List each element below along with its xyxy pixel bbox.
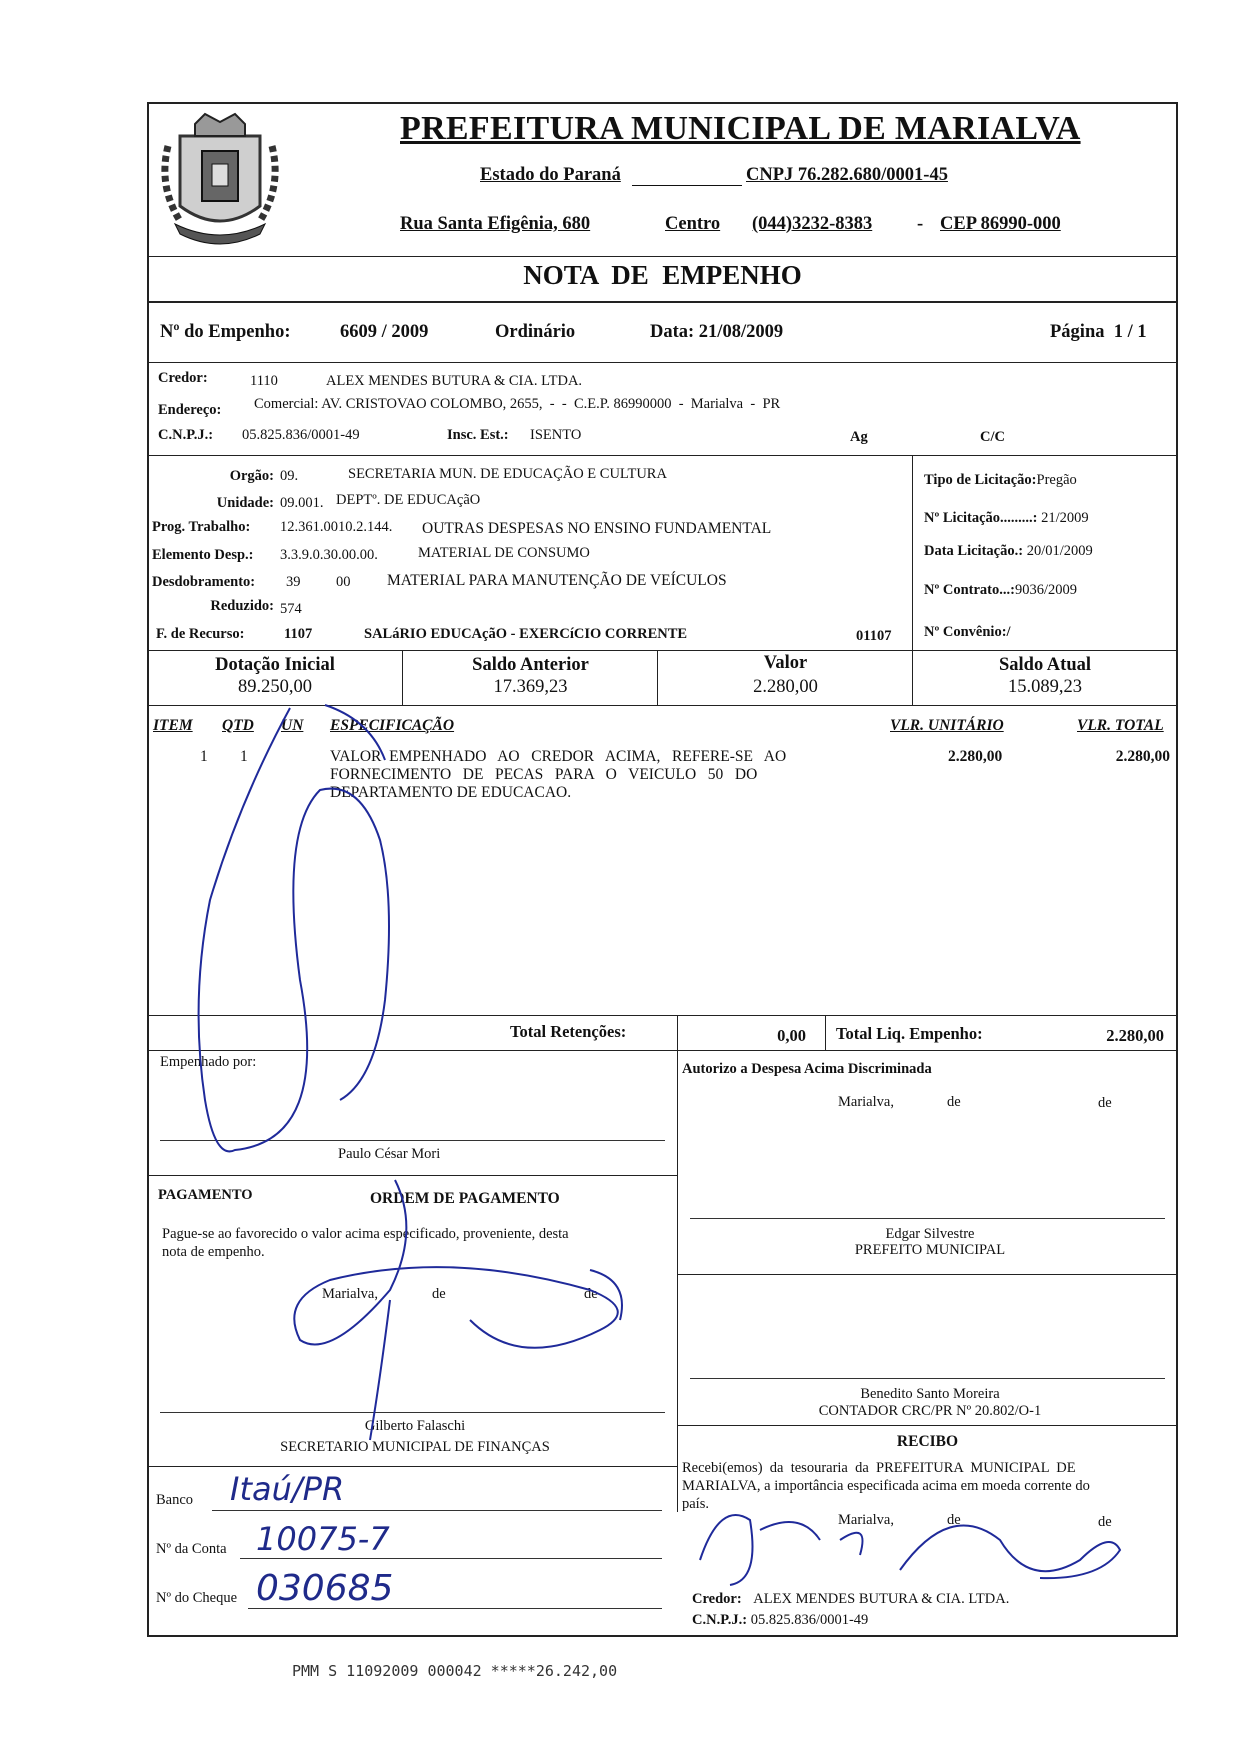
signature-stroke-2	[325, 705, 385, 760]
saldo-anterior-label: Saldo Anterior	[472, 655, 589, 675]
col-item: ITEM	[153, 717, 193, 734]
insc-value: ISENTO	[530, 427, 582, 443]
recibo-cnpj-value: 05.825.836/0001-49	[750, 1612, 869, 1628]
item-unit-value: 2.280,00	[948, 748, 1003, 765]
signature-stroke-1	[199, 708, 389, 1151]
recibo-signature-1	[700, 1515, 863, 1585]
header-cnpj: CNPJ 76.282.680/0001-45	[746, 165, 948, 185]
retencoes-label: Total Retenções:	[510, 1022, 627, 1041]
credor-cnpj: 05.825.836/0001-49	[242, 427, 360, 443]
recibo-credor-label: Credor:	[692, 1591, 742, 1607]
ordem-pagamento-label: ORDEM DE PAGAMENTO	[370, 1190, 560, 1207]
recibo-text2: MARIALVA, a importância especificada acima em moeda corrente do	[682, 1478, 1090, 1494]
saldo-atual-value: 15.089,23	[1008, 677, 1082, 697]
valor-label: Valor	[763, 653, 808, 673]
recibo-de1: de	[947, 1512, 961, 1528]
pagamento-de2: de	[584, 1286, 598, 1302]
contract-key: Nº Contrato...:	[924, 582, 1015, 598]
recibo-text1: Recebi(emos) da tesouraria da PREFEITURA MUNICIPAL DE	[682, 1460, 1076, 1476]
item-number: 1	[200, 748, 208, 765]
address-label: Endereço:	[158, 402, 222, 418]
recibo-cnpj-label: C.N.P.J.:	[692, 1612, 748, 1628]
licitacao-type-key: Tipo de Licitação:	[924, 472, 1037, 488]
cnpj-label: C.N.P.J.:	[158, 427, 214, 443]
col-unit: VLR. UNITÁRIO	[890, 717, 1004, 734]
prog-label: Prog. Trabalho:	[152, 519, 251, 535]
unidade-name: DEPTº. DE EDUCAçãO	[336, 492, 481, 508]
col-un: UN	[281, 717, 304, 734]
contract-value: 9036/2009	[1014, 582, 1077, 598]
header-cep: CEP 86990-000	[940, 214, 1061, 234]
agency-label: Ag	[850, 429, 868, 445]
recibo-text3: país.	[682, 1496, 709, 1512]
recibo-signature-2	[900, 1525, 1120, 1578]
item-desc-line2: FORNECIMENTO DE PECAS PARA O VEICULO 50 DO	[330, 766, 758, 783]
empenho-date: Data: 21/08/2009	[650, 322, 784, 342]
saldo-atual-label: Saldo Atual	[998, 655, 1092, 675]
header-address: Rua Santa Efigênia, 680	[400, 214, 591, 234]
credor-address: Comercial: AV. CRISTOVAO COLOMBO, 2655, - - C.E.P. 86990000 - Marialva - PR	[254, 396, 781, 412]
page-number: Página 1 / 1	[1050, 322, 1147, 342]
pagamento-place: Marialva,	[322, 1286, 378, 1302]
signature-stroke-3	[294, 1180, 617, 1348]
elem-label: Elemento Desp.:	[152, 547, 254, 563]
document-title: NOTA DE EMPENHO	[523, 260, 802, 290]
licitacao-date-key: Data Licitação.:	[924, 543, 1024, 559]
liq-empenho-value: 2.280,00	[1106, 1026, 1164, 1045]
unidade-code: 09.001.	[280, 495, 324, 511]
col-spec: ESPECIFICAÇÃO	[330, 717, 455, 734]
header-separator: -	[917, 214, 924, 234]
pagamento-de1: de	[432, 1286, 446, 1302]
credor-label: Credor:	[158, 370, 208, 386]
conta-value: 10075-7	[256, 1520, 390, 1558]
credor-code: 1110	[250, 373, 278, 389]
desd-b: 00	[336, 574, 351, 590]
orgao-name: SECRETARIA MUN. DE EDUCAÇÃO E CULTURA	[348, 466, 667, 482]
header-state: Estado do Paraná	[480, 165, 621, 185]
licitacao-date-value: 20/01/2009	[1026, 543, 1093, 559]
header-phone: (044)3232-8383	[752, 214, 873, 234]
orgao-code: 09.	[280, 468, 299, 484]
desd-a: 39	[286, 574, 301, 590]
secretary-name: Gilberto Falaschi	[364, 1418, 466, 1434]
dotacao-value: 89.250,00	[238, 677, 312, 697]
dotacao-label: Dotação Inicial	[215, 655, 335, 675]
unidade-label: Unidade:	[216, 495, 274, 511]
header-district: Centro	[665, 214, 721, 234]
recibo-place: Marialva,	[838, 1512, 894, 1528]
autorizo-de1: de	[947, 1094, 961, 1110]
account-label: C/C	[980, 429, 1005, 445]
orgao-label: Orgão:	[229, 468, 274, 484]
recurso-code2: 01107	[856, 628, 892, 644]
cheque-label: Nº do Cheque	[156, 1590, 238, 1606]
reduzido-label: Reduzido:	[210, 598, 274, 614]
accountant-name: Benedito Santo Moreira	[860, 1386, 1000, 1402]
cheque-value: 030685	[256, 1568, 394, 1609]
col-qtd: QTD	[222, 717, 254, 734]
banco-label: Banco	[156, 1492, 194, 1508]
empenho-number: 6609 / 2009	[340, 322, 429, 342]
empenho-label: Nº do Empenho:	[160, 322, 291, 342]
item-total-value: 2.280,00	[1115, 748, 1170, 765]
licitacao-number-key: Nº Licitação.........:	[924, 510, 1038, 526]
prog-code: 12.361.0010.2.144.	[280, 519, 393, 535]
prog-name: OUTRAS DESPESAS NO ENSINO FUNDAMENTAL	[422, 520, 772, 537]
valor-value: 2.280,00	[753, 677, 818, 697]
elem-name: MATERIAL DE CONSUMO	[418, 545, 590, 561]
item-qty: 1	[240, 748, 248, 765]
item-desc-line3: DEPARTAMENTO DE EDUCACAO.	[330, 784, 572, 801]
pagamento-label: PAGAMENTO	[158, 1187, 253, 1203]
conta-label: Nº da Conta	[156, 1541, 227, 1557]
autorizo-place: Marialva,	[838, 1094, 894, 1110]
recurso-code: 1107	[284, 626, 313, 642]
desd-name: MATERIAL PARA MANUTENÇÃO DE VEÍCULOS	[387, 572, 727, 589]
col-total: VLR. TOTAL	[1077, 717, 1164, 734]
pagamento-text2: nota de empenho.	[162, 1244, 265, 1260]
licitacao-number-value: 21/2009	[1041, 510, 1089, 526]
desd-label: Desdobramento:	[152, 574, 256, 590]
item-desc-line1: VALOR EMPENHADO AO CREDOR ACIMA, REFERE-SE AO	[330, 748, 787, 765]
mayor-name: Edgar Silvestre	[885, 1226, 975, 1242]
autorizo-title: Autorizo a Despesa Acima Discriminada	[682, 1061, 932, 1077]
convenio-label: Nº Convênio:/	[924, 624, 1011, 640]
empenhado-label: Empenhado por:	[160, 1054, 257, 1070]
signature-stroke-4	[370, 1300, 390, 1440]
empenhado-name: Paulo César Mori	[338, 1146, 441, 1162]
elem-code: 3.3.9.0.30.00.00.	[280, 547, 378, 563]
saldo-anterior-value: 17.369,23	[493, 677, 568, 697]
liq-empenho-label: Total Liq. Empenho:	[836, 1024, 983, 1043]
reduzido-value: 574	[280, 601, 302, 617]
banco-value: Itaú/PR	[230, 1470, 345, 1508]
recibo-credor-name: ALEX MENDES BUTURA & CIA. LTDA.	[753, 1591, 1010, 1607]
recurso-label: F. de Recurso:	[156, 626, 245, 642]
footer-stamp: PMM S 11092009 000042 *****26.242,00	[292, 1662, 618, 1680]
pagamento-text1: Pague-se ao favorecido o valor acima especificado, proveniente, desta	[162, 1226, 569, 1242]
credor-name: ALEX MENDES BUTURA & CIA. LTDA.	[326, 373, 583, 389]
recibo-title: RECIBO	[896, 1433, 959, 1450]
recurso-name: SALáRIO EDUCAçãO - EXERCíCIO CORRENTE	[364, 626, 688, 642]
retencoes-value: 0,00	[777, 1026, 806, 1045]
recibo-de2: de	[1098, 1514, 1112, 1530]
insc-label: Insc. Est.:	[447, 427, 509, 443]
empenho-type: Ordinário	[495, 322, 576, 342]
accountant-title: CONTADOR CRC/PR Nº 20.802/O-1	[818, 1403, 1042, 1419]
header-title: PREFEITURA MUNICIPAL DE MARIALVA	[400, 110, 1081, 147]
secretary-title: SECRETARIO MUNICIPAL DE FINANÇAS	[280, 1439, 550, 1455]
mayor-title: PREFEITO MUNICIPAL	[854, 1242, 1006, 1258]
licitacao-type-value: Pregão	[1036, 472, 1077, 488]
autorizo-de2: de	[1098, 1095, 1112, 1111]
